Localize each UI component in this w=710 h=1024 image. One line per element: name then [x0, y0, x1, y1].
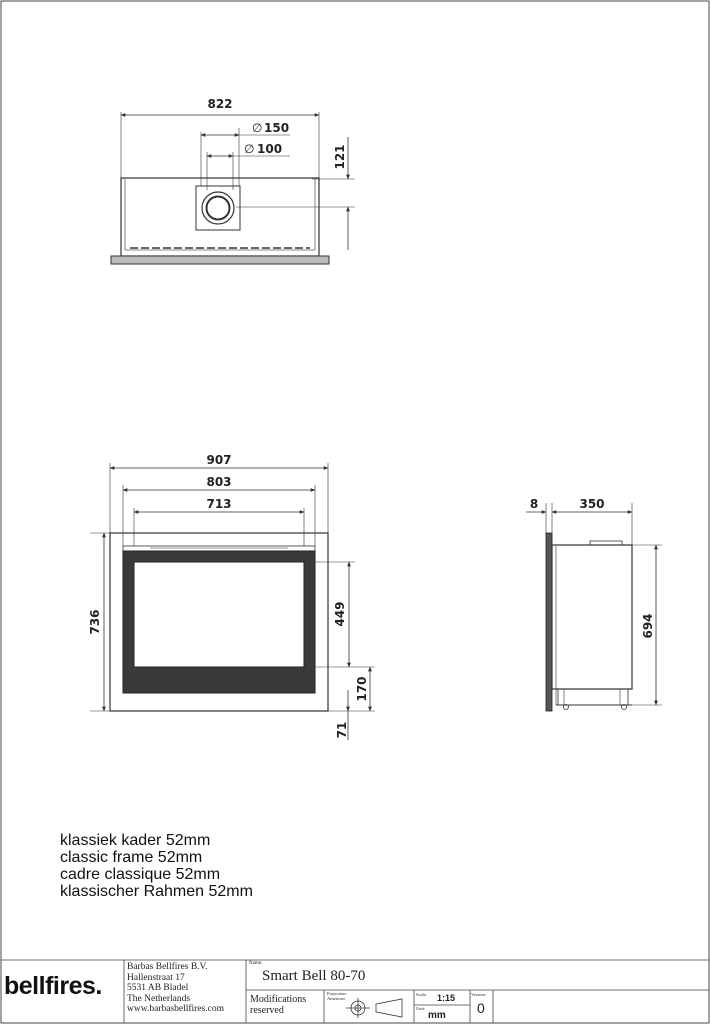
modifications-line-1: Modifications	[250, 994, 307, 1005]
frame-notes	[60, 832, 253, 900]
top-depth-label: 121	[333, 144, 347, 170]
bottom-height-label: 170	[355, 676, 369, 702]
projection-caption	[327, 991, 347, 1001]
projection-symbol-icon	[346, 998, 402, 1018]
flue-inner-label: 100	[257, 142, 283, 156]
name-caption: Name:	[249, 961, 263, 966]
scale-value: 1:15	[437, 993, 456, 1003]
company-website: www.barbasbellfires.com	[127, 1004, 224, 1014]
unit-caption: Unit:	[416, 1006, 426, 1011]
note-line-en: classic frame 52mm	[60, 849, 203, 866]
front-width-inner-label: 713	[206, 497, 232, 511]
company-country: The Netherlands	[127, 993, 191, 1004]
glass-height-label: 449	[333, 601, 347, 627]
scale-caption: Scale:	[416, 992, 427, 997]
front-height-label: 736	[88, 609, 102, 635]
top-width-label: 822	[207, 97, 233, 111]
side-height-label: 694	[641, 613, 655, 639]
front-width-outer-label: 907	[206, 453, 232, 467]
company-street: Hallenstraat 17	[127, 972, 185, 983]
company-postcode: 5531 AB Bladel	[127, 983, 189, 993]
base-height-label: 71	[335, 721, 349, 739]
modifications-note	[250, 994, 306, 1016]
flue-outer-label: 150	[264, 121, 290, 135]
note-line-de: klassischer Rahmen 52mm	[60, 883, 253, 900]
projection-caption-line-1: Projection:	[327, 991, 347, 996]
flue-inner-diameter-symbol: ∅	[244, 142, 255, 156]
note-line-fr: cadre classique 52mm	[60, 866, 221, 883]
flue-outer-diameter-symbol: ∅	[252, 121, 263, 135]
top-view	[111, 112, 355, 264]
company-logo: bellfires.	[4, 972, 102, 1000]
note-line-nl: klassiek kader 52mm	[60, 832, 211, 849]
side-depth-label: 350	[579, 497, 605, 511]
company-address	[127, 962, 224, 1015]
unit-value: mm	[428, 1010, 446, 1021]
company-name: Barbas Bellfires B.V.	[127, 962, 208, 972]
side-frame-label: 8	[529, 497, 539, 511]
version-caption: Version:	[471, 992, 486, 997]
modifications-line-2: reserved	[250, 1005, 284, 1016]
version-value: 0	[477, 1000, 485, 1016]
product-name: Smart Bell 80-70	[262, 968, 366, 984]
projection-caption-line-2: American	[327, 996, 345, 1001]
side-view	[526, 503, 662, 711]
front-width-mid-label: 803	[206, 475, 232, 489]
